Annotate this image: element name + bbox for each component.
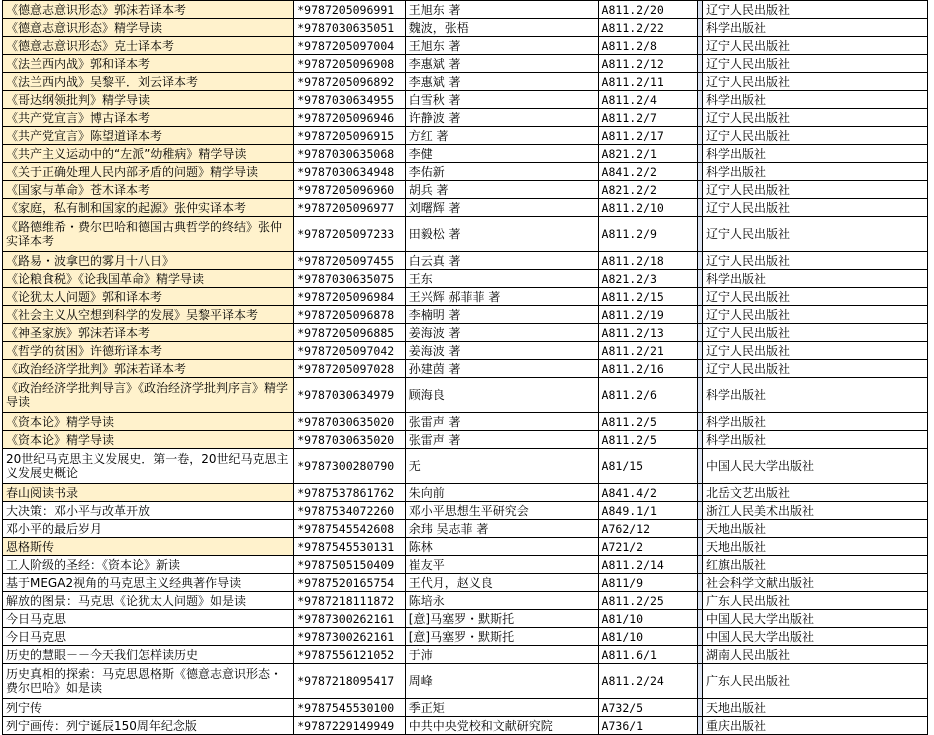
call-number-cell[interactable]: A811.2/18 [598,252,697,270]
isbn-cell[interactable]: *9787534072260 [294,502,405,520]
isbn-cell[interactable]: *9787300262161 [294,628,405,646]
call-number-cell[interactable]: A762/12 [598,520,697,538]
title-cell[interactable]: 《路德维希・费尔巴哈和德国古典哲学的终结》张仲实译本考 [3,217,294,252]
publisher-cell[interactable]: 湖南人民出版社 [702,646,927,664]
title-cell[interactable]: 《社会主义从空想到科学的发展》吴黎平译本考 [3,306,294,324]
table-row [3,628,928,646]
call-number-cell[interactable]: A736/1 [598,717,697,735]
table-row [3,484,928,502]
title-cell[interactable]: 解放的图景：马克思《论犹太人问题》如是读 [3,592,294,610]
publisher-cell[interactable]: 辽宁人民出版社 [702,73,927,91]
title-cell[interactable]: 《政治经济学批判导言》《政治经济学批判序言》精学导读 [3,378,294,413]
isbn-cell[interactable]: *9787545542608 [294,520,405,538]
title-cell[interactable]: 《法兰西内战》吴黎平．刘云译本考 [3,73,294,91]
table-row [3,109,928,127]
publisher-cell[interactable]: 辽宁人民出版社 [702,181,927,199]
table-row [3,592,928,610]
table-row [3,91,928,109]
isbn-cell[interactable]: *9787537861762 [294,484,405,502]
author-cell[interactable]: 李佑新 [405,163,598,181]
table-row [3,163,928,181]
isbn-cell[interactable]: *9787030635068 [294,145,405,163]
author-cell[interactable]: 李惠斌 著 [405,73,598,91]
table-row [3,73,928,91]
publisher-cell[interactable]: 科学出版社 [702,145,927,163]
call-number-cell[interactable]: A811.2/24 [598,664,697,699]
title-cell[interactable]: 恩格斯传 [3,538,294,556]
table-row [3,19,928,37]
publisher-cell[interactable]: 社会科学文献出版社 [702,574,927,592]
title-cell[interactable]: 基于MEGA2视角的马克思主义经典著作导读 [3,574,294,592]
author-cell[interactable]: 王旭东 著 [405,37,598,55]
publisher-cell[interactable]: 广东人民出版社 [702,664,927,699]
call-number-cell[interactable]: A811.2/15 [598,288,697,306]
table-row [3,664,928,699]
isbn-cell[interactable]: *9787505150409 [294,556,405,574]
isbn-cell[interactable]: *9787205096946 [294,109,405,127]
title-cell[interactable]: 《共产主义运动中的“左派”幼稚病》精学导读 [3,145,294,163]
author-cell[interactable]: 中共中央党校和文献研究院 [405,717,598,735]
isbn-cell[interactable]: *9787205097233 [294,217,405,252]
author-cell[interactable]: 魏波，张梧 [405,19,598,37]
call-number-cell[interactable]: A821.2/1 [598,145,697,163]
table-row [3,199,928,217]
title-cell[interactable]: 《神圣家族》郭沫若译本考 [3,324,294,342]
publisher-cell[interactable]: 重庆出版社 [702,717,927,735]
isbn-cell[interactable]: *9787545530131 [294,538,405,556]
isbn-cell[interactable]: *9787030634948 [294,163,405,181]
publisher-cell[interactable]: 中国人民大学出版社 [702,628,927,646]
table-row [3,360,928,378]
publisher-cell[interactable]: 红旗出版社 [702,556,927,574]
isbn-cell[interactable]: *9787218095417 [294,664,405,699]
isbn-cell[interactable]: *9787218111872 [294,592,405,610]
title-cell[interactable]: 大决策：邓小平与改革开放 [3,502,294,520]
publisher-cell[interactable]: 科学出版社 [702,163,927,181]
isbn-cell[interactable]: *9787205096984 [294,288,405,306]
publisher-cell[interactable]: 辽宁人民出版社 [702,1,927,19]
title-cell[interactable]: 《德意志意识形态》郭沫若译本考 [3,1,294,19]
call-number-cell[interactable]: A811.2/5 [598,431,697,449]
author-cell[interactable]: 王兴辉 郝菲菲 著 [405,288,598,306]
author-cell[interactable]: 朱向前 [405,484,598,502]
call-number-cell[interactable]: A811.2/7 [598,109,697,127]
call-number-cell[interactable]: A811.2/8 [598,37,697,55]
isbn-cell[interactable]: *9787030635020 [294,431,405,449]
title-cell[interactable]: 《德意志意识形态》克士译本考 [3,37,294,55]
publisher-cell[interactable]: 辽宁人民出版社 [702,55,927,73]
isbn-cell[interactable]: *9787229149949 [294,717,405,735]
title-cell[interactable]: 《哥达纲领批判》精学导读 [3,91,294,109]
publisher-cell[interactable]: 科学出版社 [702,270,927,288]
book-catalog-table [2,0,928,735]
isbn-cell[interactable]: *9787556121052 [294,646,405,664]
author-cell[interactable]: 姜海波 著 [405,342,598,360]
call-number-cell[interactable]: A811.2/6 [598,378,697,413]
publisher-cell[interactable]: 辽宁人民出版社 [702,37,927,55]
call-number-cell[interactable]: A811.2/22 [598,19,697,37]
publisher-cell[interactable]: 浙江人民美术出版社 [702,502,927,520]
author-cell[interactable]: 许静波 著 [405,109,598,127]
call-number-cell[interactable]: A811.2/14 [598,556,697,574]
table-row [3,55,928,73]
author-cell[interactable]: 陈培永 [405,592,598,610]
title-cell[interactable]: 《论粮食税》《论我国革命》精学导读 [3,270,294,288]
author-cell[interactable]: 白云真 著 [405,252,598,270]
table-row [3,378,928,413]
call-number-cell[interactable]: A821.2/2 [598,181,697,199]
publisher-cell[interactable]: 科学出版社 [702,431,927,449]
author-cell[interactable]: [意]马塞罗・默斯托 [405,610,598,628]
author-cell[interactable]: 刘曙辉 著 [405,199,598,217]
call-number-cell[interactable]: A811.2/10 [598,199,697,217]
call-number-cell[interactable]: A811.2/13 [598,324,697,342]
call-number-cell[interactable]: A811.2/16 [598,360,697,378]
table-row [3,610,928,628]
table-row [3,538,928,556]
publisher-cell[interactable]: 辽宁人民出版社 [702,342,927,360]
publisher-cell[interactable]: 辽宁人民出版社 [702,127,927,145]
table-row [3,342,928,360]
publisher-cell[interactable]: 广东人民出版社 [702,592,927,610]
table-row [3,127,928,145]
author-cell[interactable]: 李楠明 著 [405,306,598,324]
isbn-cell[interactable]: *9787205096960 [294,181,405,199]
table-row [3,324,928,342]
publisher-cell[interactable]: 天地出版社 [702,538,927,556]
isbn-cell[interactable]: *9787205096915 [294,127,405,145]
title-cell[interactable]: 《共产党宣言》博古译本考 [3,109,294,127]
title-cell[interactable]: 《路易・波拿巴的雾月十八日》 [3,252,294,270]
publisher-cell[interactable]: 科学出版社 [702,413,927,431]
publisher-cell[interactable]: 辽宁人民出版社 [702,306,927,324]
publisher-cell[interactable]: 科学出版社 [702,19,927,37]
author-cell[interactable]: 于沛 [405,646,598,664]
table-row [3,431,928,449]
author-cell[interactable]: 崔友平 [405,556,598,574]
publisher-cell[interactable]: 天地出版社 [702,520,927,538]
title-cell[interactable]: 列宁传 [3,699,294,717]
title-cell[interactable]: 《国家与革命》苍木译本考 [3,181,294,199]
isbn-cell[interactable]: *9787300280790 [294,449,405,484]
publisher-cell[interactable]: 辽宁人民出版社 [702,360,927,378]
isbn-cell[interactable]: *9787205097455 [294,252,405,270]
call-number-cell[interactable]: A811.6/1 [598,646,697,664]
publisher-cell[interactable]: 辽宁人民出版社 [702,288,927,306]
author-cell[interactable]: 田毅松 著 [405,217,598,252]
title-cell[interactable]: 《法兰西内战》郭和译本考 [3,55,294,73]
title-cell[interactable]: 春山阅读书录 [3,484,294,502]
title-cell[interactable]: 《共产党宣言》陈望道译本考 [3,127,294,145]
isbn-cell[interactable]: *9787205096908 [294,55,405,73]
author-cell[interactable]: 王代月，赵义良 [405,574,598,592]
isbn-cell[interactable]: *9787205096977 [294,199,405,217]
publisher-cell[interactable]: 辽宁人民出版社 [702,324,927,342]
publisher-cell[interactable]: 中国人民大学出版社 [702,449,927,484]
publisher-cell[interactable]: 科学出版社 [702,91,927,109]
publisher-cell[interactable]: 中国人民大学出版社 [702,610,927,628]
isbn-cell[interactable]: *9787205097042 [294,342,405,360]
publisher-cell[interactable]: 天地出版社 [702,699,927,717]
call-number-cell[interactable]: A821.2/3 [598,270,697,288]
call-number-cell[interactable]: A811.2/17 [598,127,697,145]
publisher-cell[interactable]: 辽宁人民出版社 [702,252,927,270]
title-cell[interactable]: 《哲学的贫困》许德珩译本考 [3,342,294,360]
publisher-cell[interactable]: 辽宁人民出版社 [702,109,927,127]
isbn-cell[interactable]: *9787520165754 [294,574,405,592]
isbn-cell[interactable]: *9787030635075 [294,270,405,288]
title-cell[interactable]: 今日马克思 [3,610,294,628]
isbn-cell[interactable]: *9787205096878 [294,306,405,324]
title-cell[interactable]: 20世纪马克思主义发展史．第一卷，20世纪马克思主义发展史概论 [3,449,294,484]
table-body [3,1,928,735]
isbn-cell[interactable]: *9787030635051 [294,19,405,37]
call-number-cell[interactable]: A811.2/4 [598,91,697,109]
table-row [3,502,928,520]
table-row [3,1,928,19]
table-row [3,717,928,735]
table-row [3,646,928,664]
author-cell[interactable]: [意]马塞罗・默斯托 [405,628,598,646]
call-number-cell[interactable]: A811.2/21 [598,342,697,360]
call-number-cell[interactable]: A81/15 [598,449,697,484]
author-cell[interactable]: 姜海波 著 [405,324,598,342]
isbn-cell[interactable]: *9787205096892 [294,73,405,91]
title-cell[interactable]: 《家庭，私有制和国家的起源》张仲实译本考 [3,199,294,217]
title-cell[interactable]: 《论犹太人问题》郭和译本考 [3,288,294,306]
isbn-cell[interactable]: *9787205096991 [294,1,405,19]
author-cell[interactable]: 邓小平思想生平研究会 [405,502,598,520]
author-cell[interactable]: 李惠斌 著 [405,55,598,73]
title-cell[interactable]: 历史真相的探索：马克思恩格斯《德意志意识形态・费尔巴哈》如是读 [3,664,294,699]
publisher-cell[interactable]: 科学出版社 [702,378,927,413]
table-row [3,270,928,288]
author-cell[interactable]: 王旭东 著 [405,1,598,19]
call-number-cell[interactable]: A841.2/2 [598,163,697,181]
title-cell[interactable]: 工人阶级的圣经：《资本论》新读 [3,556,294,574]
call-number-cell[interactable]: A81/10 [598,610,697,628]
table-row [3,574,928,592]
call-number-cell[interactable]: A811.2/19 [598,306,697,324]
author-cell[interactable]: 无 [405,449,598,484]
call-number-cell[interactable]: A732/5 [598,699,697,717]
call-number-cell[interactable]: A811.2/11 [598,73,697,91]
table-row [3,288,928,306]
call-number-cell[interactable]: A811.2/9 [598,217,697,252]
author-cell[interactable]: 胡兵 著 [405,181,598,199]
publisher-cell[interactable]: 辽宁人民出版社 [702,199,927,217]
table-row [3,520,928,538]
title-cell[interactable]: 《关于正确处理人民内部矛盾的问题》精学导读 [3,163,294,181]
table-row [3,181,928,199]
isbn-cell[interactable]: *9787205096885 [294,324,405,342]
isbn-cell[interactable]: *9787205097004 [294,37,405,55]
publisher-cell[interactable]: 北岳文艺出版社 [702,484,927,502]
isbn-cell[interactable]: *9787030634955 [294,91,405,109]
table-row [3,145,928,163]
author-cell[interactable]: 顾海良 [405,378,598,413]
title-cell[interactable]: 列宁画传：列宁诞辰150周年纪念版 [3,717,294,735]
author-cell[interactable]: 张雷声 著 [405,413,598,431]
call-number-cell[interactable]: A841.4/2 [598,484,697,502]
author-cell[interactable]: 张雷声 著 [405,431,598,449]
author-cell[interactable]: 王东 [405,270,598,288]
publisher-cell[interactable]: 辽宁人民出版社 [702,217,927,252]
title-cell[interactable]: 《德意志意识形态》精学导读 [3,19,294,37]
table-row [3,37,928,55]
table-row [3,413,928,431]
isbn-cell[interactable]: *9787545530100 [294,699,405,717]
title-cell[interactable]: 历史的慧眼－－今天我们怎样读历史 [3,646,294,664]
table-row [3,252,928,270]
call-number-cell[interactable]: A811/9 [598,574,697,592]
author-cell[interactable]: 李健 [405,145,598,163]
author-cell[interactable]: 孙建茵 著 [405,360,598,378]
isbn-cell[interactable]: *9787030634979 [294,378,405,413]
author-cell[interactable]: 方红 著 [405,127,598,145]
title-cell[interactable]: 邓小平的最后岁月 [3,520,294,538]
table-row [3,306,928,324]
call-number-cell[interactable]: A81/10 [598,628,697,646]
table-row [3,449,928,484]
author-cell[interactable]: 季正矩 [405,699,598,717]
title-cell[interactable]: 《资本论》精学导读 [3,413,294,431]
call-number-cell[interactable]: A849.1/1 [598,502,697,520]
title-cell[interactable]: 《资本论》精学导读 [3,431,294,449]
table-row [3,217,928,252]
isbn-cell[interactable]: *9787205097028 [294,360,405,378]
isbn-cell[interactable]: *9787300262161 [294,610,405,628]
author-cell[interactable]: 余玮 吴志菲 著 [405,520,598,538]
author-cell[interactable]: 白雪秋 著 [405,91,598,109]
call-number-cell[interactable]: A811.2/5 [598,413,697,431]
title-cell[interactable]: 今日马克思 [3,628,294,646]
author-cell[interactable]: 陈林 [405,538,598,556]
title-cell[interactable]: 《政治经济学批判》郭沫若译本考 [3,360,294,378]
call-number-cell[interactable]: A811.2/25 [598,592,697,610]
isbn-cell[interactable]: *9787030635020 [294,413,405,431]
call-number-cell[interactable]: A811.2/12 [598,55,697,73]
table-row [3,556,928,574]
author-cell[interactable]: 周峰 [405,664,598,699]
call-number-cell[interactable]: A721/2 [598,538,697,556]
table-row [3,699,928,717]
call-number-cell[interactable]: A811.2/20 [598,1,697,19]
